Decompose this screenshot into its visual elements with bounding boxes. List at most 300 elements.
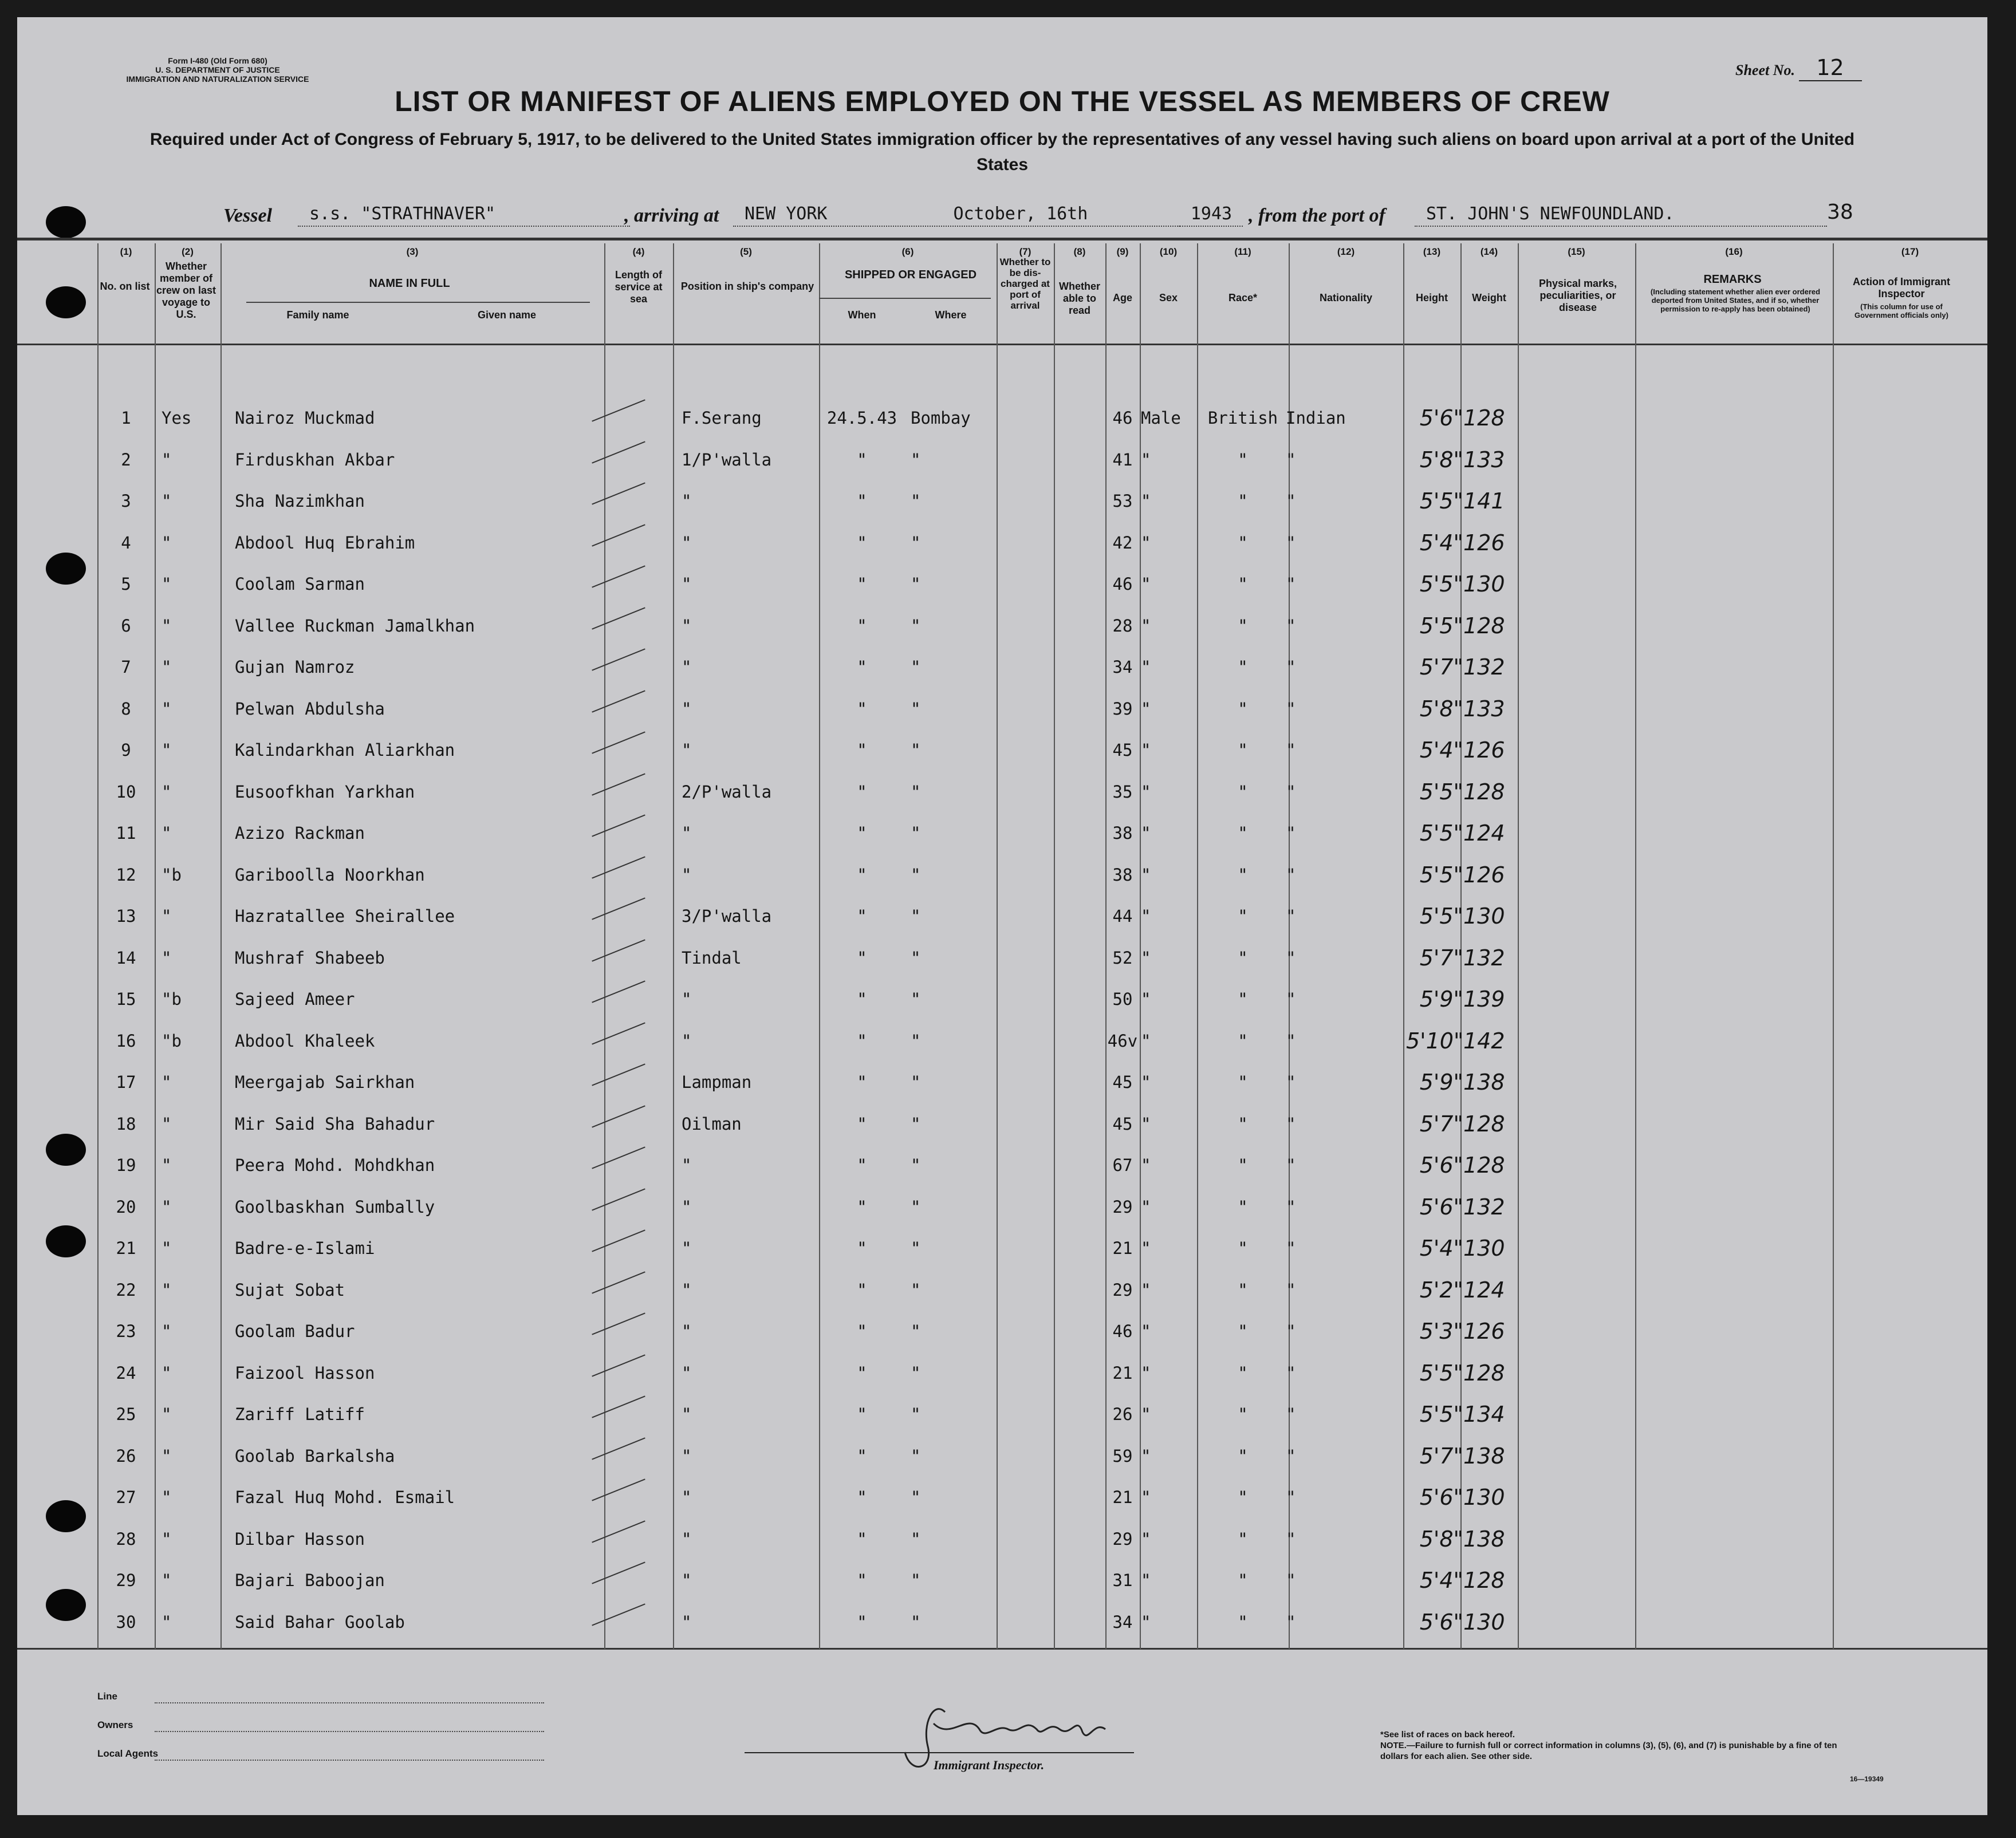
footnote-races: *See list of races on back hereof. xyxy=(1380,1730,1515,1740)
cell-no: 10 xyxy=(116,782,136,802)
cell-nat: Indian xyxy=(1286,408,1346,428)
cell-age: 31 xyxy=(1112,1571,1133,1590)
cell-no: 1 xyxy=(121,408,131,428)
header-given-name: Given name xyxy=(477,309,537,321)
header-remarks-note: (Including statement whether alien ever ordered deported from United States, and if so, whether permission to re-apply has been obtained) xyxy=(1650,287,1821,313)
cell-crew: " xyxy=(162,1529,172,1549)
cell-sex: " xyxy=(1141,1239,1151,1258)
cell-crew: " xyxy=(162,1405,172,1424)
table-row xyxy=(17,605,1987,646)
cell-wt: 128 xyxy=(1463,1360,1505,1386)
cell-nat: " xyxy=(1286,1031,1296,1051)
cell-when: " xyxy=(857,1031,867,1051)
cell-ht: 5'6" xyxy=(1419,1485,1463,1510)
cell-when: " xyxy=(857,1529,867,1549)
cell-race: " xyxy=(1238,1529,1248,1549)
cell-where: " xyxy=(911,1155,921,1175)
cell-crew: " xyxy=(162,1363,172,1383)
cell-nat: " xyxy=(1286,1114,1296,1134)
cell-where: " xyxy=(911,1612,921,1632)
cell-wt: 141 xyxy=(1463,488,1505,514)
cell-no: 12 xyxy=(116,865,136,885)
cell-when: " xyxy=(857,948,867,968)
cell-crew: " xyxy=(162,1612,172,1632)
cell-when: " xyxy=(857,657,867,677)
cell-no: 30 xyxy=(116,1612,136,1632)
table-row xyxy=(17,896,1987,937)
cell-age: 46v xyxy=(1107,1031,1138,1051)
cell-when: " xyxy=(857,740,867,760)
document-title: LIST OR MANIFEST OF ALIENS EMPLOYED ON THE VESSEL AS MEMBERS OF CREW xyxy=(395,85,1610,117)
cell-no: 14 xyxy=(116,948,136,968)
cell-race: " xyxy=(1238,1280,1248,1300)
table-row xyxy=(17,1228,1987,1269)
table-row xyxy=(17,1186,1987,1228)
cell-sex: " xyxy=(1141,574,1151,594)
table-row xyxy=(17,1560,1987,1601)
cell-name: Zariff Latiff xyxy=(235,1405,365,1424)
cell-where: " xyxy=(911,574,921,594)
cell-no: 13 xyxy=(116,906,136,926)
cell-when: " xyxy=(857,1612,867,1632)
cell-crew: " xyxy=(162,1197,172,1217)
column-number: (13) xyxy=(1423,246,1441,257)
cell-name: Gariboolla Noorkhan xyxy=(235,865,425,885)
cell-ht: 5'7" xyxy=(1419,1443,1463,1469)
cell-no: 24 xyxy=(116,1363,136,1383)
header-length: Length of service at sea xyxy=(615,269,663,305)
header-top-rule xyxy=(17,238,1987,240)
sheet-number: Sheet No. 12 xyxy=(1735,55,1862,81)
cell-race: " xyxy=(1238,1031,1248,1051)
document-subtitle: Required under Act of Congress of February 5, 1917, to be delivered to the United States immigration officer by the representatives of any vessel having such aliens on board upon arrival at a port of the United States xyxy=(149,130,1855,174)
shipped-underline xyxy=(819,298,991,299)
cell-where: " xyxy=(911,740,921,760)
cell-wt: 133 xyxy=(1463,447,1505,472)
sheet-number-value: 12 xyxy=(1799,55,1862,81)
cell-wt: 130 xyxy=(1463,1236,1505,1261)
cell-where: " xyxy=(911,699,921,719)
footer-line-blank xyxy=(155,1692,544,1703)
cell-ht: 5'7" xyxy=(1419,1111,1463,1137)
header-name: NAME IN FULL xyxy=(369,277,450,290)
cell-name: Sha Nazimkhan xyxy=(235,491,365,511)
cell-nat: " xyxy=(1286,1571,1296,1590)
column-number: (4) xyxy=(632,246,645,257)
cell-sex: " xyxy=(1141,449,1151,470)
header-no: No. on list xyxy=(100,281,150,292)
cell-age: 44 xyxy=(1112,906,1133,926)
cell-race: " xyxy=(1238,948,1248,968)
cell-ht: 5'5" xyxy=(1419,1402,1463,1427)
cell-pos: Tindal xyxy=(682,948,742,968)
table-row xyxy=(17,646,1987,688)
table-row xyxy=(17,1103,1987,1145)
cell-name: Nairoz Muckmad xyxy=(235,408,375,428)
cell-ht: 5'4" xyxy=(1419,1236,1463,1261)
cell-name: Coolam Sarman xyxy=(235,574,365,594)
cell-sex: " xyxy=(1141,1031,1151,1051)
cell-age: 46 xyxy=(1112,1322,1133,1341)
cell-crew: " xyxy=(162,616,172,636)
cell-ht: 5'4" xyxy=(1419,1568,1463,1593)
cell-wt: 128 xyxy=(1463,405,1505,431)
cell-no: 16 xyxy=(116,1031,136,1051)
cell-ht: 5'2" xyxy=(1419,1277,1463,1303)
cell-no: 25 xyxy=(116,1405,136,1424)
cell-name: Hazratallee Sheirallee xyxy=(235,906,455,926)
cell-name: Goolbaskhan Sumbally xyxy=(235,1197,435,1217)
table-row xyxy=(17,1477,1987,1518)
cell-no: 7 xyxy=(121,657,131,677)
column-number: (12) xyxy=(1337,246,1355,257)
cell-race: " xyxy=(1238,1612,1248,1632)
cell-pos: " xyxy=(682,1405,692,1424)
cell-sex: " xyxy=(1141,1405,1151,1424)
cell-age: 29 xyxy=(1112,1197,1133,1217)
cell-no: 28 xyxy=(116,1529,136,1549)
cell-wt: 130 xyxy=(1463,1609,1505,1635)
cell-race: " xyxy=(1238,1363,1248,1383)
header-height: Height xyxy=(1416,292,1448,303)
cell-when: " xyxy=(857,1197,867,1217)
cell-ht: 5'6" xyxy=(1419,1194,1463,1220)
cell-when: " xyxy=(857,1363,867,1383)
cell-sex: " xyxy=(1141,865,1151,885)
form-code: 16—19349 xyxy=(1850,1775,1884,1783)
cell-race: " xyxy=(1238,906,1248,926)
cell-no: 2 xyxy=(121,449,131,470)
cell-no: 3 xyxy=(121,491,131,511)
table-bottom-rule xyxy=(17,1648,1987,1650)
cell-wt: 132 xyxy=(1463,654,1505,680)
header-read: Whether able to read xyxy=(1059,281,1100,316)
cell-age: 67 xyxy=(1112,1155,1133,1175)
cell-no: 29 xyxy=(116,1571,136,1590)
header-where: Where xyxy=(935,309,967,321)
cell-pos: " xyxy=(682,1363,692,1383)
cell-nat: " xyxy=(1286,1529,1296,1549)
cell-where: " xyxy=(911,1031,921,1051)
cell-nat: " xyxy=(1286,1612,1296,1632)
table-row xyxy=(17,1352,1987,1394)
cell-when: " xyxy=(857,1114,867,1134)
cell-where: " xyxy=(911,1280,921,1300)
cell-pos: " xyxy=(682,1031,692,1051)
cell-no: 11 xyxy=(116,823,136,843)
cell-ht: 5'8" xyxy=(1419,696,1463,721)
cell-when: " xyxy=(857,699,867,719)
cell-nat: " xyxy=(1286,616,1296,636)
header-crew: Whether member of crew on last voyage to U.S. xyxy=(156,261,216,320)
cell-race: " xyxy=(1238,574,1248,594)
table-row xyxy=(17,854,1987,896)
cell-when: " xyxy=(857,616,867,636)
cell-name: Abdool Huq Ebrahim xyxy=(235,533,415,553)
column-number: (16) xyxy=(1725,246,1743,257)
cell-wt: 138 xyxy=(1463,1443,1505,1469)
column-number: (14) xyxy=(1480,246,1498,257)
cell-pos: " xyxy=(682,740,692,760)
cell-pos: Lampman xyxy=(682,1072,752,1092)
cell-ht: 5'3" xyxy=(1419,1319,1463,1344)
cell-race: " xyxy=(1238,657,1248,677)
cell-wt: 128 xyxy=(1463,1111,1505,1137)
cell-where: " xyxy=(911,1072,921,1092)
table-row xyxy=(17,1020,1987,1062)
cell-nat: " xyxy=(1286,1488,1296,1507)
cell-crew: " xyxy=(162,740,172,760)
footer-agents-blank xyxy=(155,1749,544,1761)
cell-ht: 5'5" xyxy=(1419,571,1463,597)
cell-nat: " xyxy=(1286,1197,1296,1217)
cell-pos: " xyxy=(682,657,692,677)
cell-nat: " xyxy=(1286,1239,1296,1258)
cell-pos: " xyxy=(682,823,692,843)
cell-when: " xyxy=(857,906,867,926)
cell-crew: " xyxy=(162,1072,172,1092)
cell-sex: " xyxy=(1141,1197,1151,1217)
cell-where: " xyxy=(911,1322,921,1341)
cell-age: 45 xyxy=(1112,1072,1133,1092)
cell-no: 22 xyxy=(116,1280,136,1300)
cell-when: " xyxy=(857,823,867,843)
column-number: (11) xyxy=(1234,246,1251,257)
cell-race: " xyxy=(1238,1072,1248,1092)
cell-pos: " xyxy=(682,1529,692,1549)
cell-sex: " xyxy=(1141,1322,1151,1341)
cell-crew: " xyxy=(162,1571,172,1590)
cell-where: " xyxy=(911,1239,921,1258)
header-action: Action of Immigrant Inspector xyxy=(1853,276,1950,299)
table-row xyxy=(17,771,1987,812)
arrival-port: NEW YORK October, 16th xyxy=(733,203,1180,227)
cell-wt: 132 xyxy=(1463,1194,1505,1220)
cell-name: Firduskhan Akbar xyxy=(235,449,395,470)
table-row xyxy=(17,1269,1987,1311)
cell-age: 46 xyxy=(1112,574,1133,594)
cell-race: " xyxy=(1238,491,1248,511)
cell-race: " xyxy=(1238,616,1248,636)
table-row xyxy=(17,1435,1987,1477)
cell-when: " xyxy=(857,1405,867,1424)
table-row xyxy=(17,1311,1987,1352)
cell-crew: " xyxy=(162,657,172,677)
cell-wt: 128 xyxy=(1463,613,1505,638)
cell-pos: " xyxy=(682,1239,692,1258)
cell-age: 45 xyxy=(1112,1114,1133,1134)
cell-wt: 130 xyxy=(1463,904,1505,929)
header-physical-marks: Physical marks, peculiarities, or disease xyxy=(1538,278,1617,313)
arriving-label: , arriving at xyxy=(624,205,719,226)
cell-name: Faizool Hasson xyxy=(235,1363,375,1383)
cell-pos: " xyxy=(682,1488,692,1507)
cell-where: " xyxy=(911,865,921,885)
cell-name: Goolab Barkalsha xyxy=(235,1446,395,1466)
header-sex: Sex xyxy=(1159,292,1178,303)
cell-name: Vallee Ruckman Jamalkhan xyxy=(235,616,475,636)
cell-nat: " xyxy=(1286,782,1296,802)
cell-nat: " xyxy=(1286,1363,1296,1383)
cell-pos: 3/P'walla xyxy=(682,906,772,926)
table-row xyxy=(17,1518,1987,1560)
cell-age: 41 xyxy=(1112,449,1133,470)
cell-sex: " xyxy=(1141,1529,1151,1549)
cell-no: 5 xyxy=(121,574,131,594)
name-underline xyxy=(246,302,590,303)
cell-when: " xyxy=(857,1488,867,1507)
cell-sex: " xyxy=(1141,823,1151,843)
cell-age: 42 xyxy=(1112,533,1133,553)
cell-where: " xyxy=(911,782,921,802)
cell-crew: " xyxy=(162,1488,172,1507)
cell-ht: 5'8" xyxy=(1419,1526,1463,1552)
signature-line xyxy=(745,1752,1134,1753)
header-bottom-rule xyxy=(17,344,1987,345)
cell-nat: " xyxy=(1286,865,1296,885)
cell-pos: " xyxy=(682,574,692,594)
cell-ht: 5'5" xyxy=(1419,821,1463,846)
cell-wt: 142 xyxy=(1463,1028,1505,1054)
cell-crew: " xyxy=(162,533,172,553)
cell-where: " xyxy=(911,1363,921,1383)
table-row xyxy=(17,480,1987,522)
cell-crew: Yes xyxy=(162,408,192,428)
header-remarks: REMARKS xyxy=(1703,273,1762,286)
cell-sex: " xyxy=(1141,491,1151,511)
table-row xyxy=(17,979,1987,1020)
cell-no: 20 xyxy=(116,1197,136,1217)
cell-nat: " xyxy=(1286,989,1296,1009)
column-number: (8) xyxy=(1073,246,1086,257)
cell-crew: " xyxy=(162,1322,172,1341)
cell-nat: " xyxy=(1286,1405,1296,1424)
cell-when: " xyxy=(857,1571,867,1590)
cell-sex: " xyxy=(1141,1114,1151,1134)
cell-when: " xyxy=(857,1155,867,1175)
cell-when: " xyxy=(857,1446,867,1466)
cell-name: Mushraf Shabeeb xyxy=(235,948,385,968)
cell-age: 35 xyxy=(1112,782,1133,802)
cell-nat: " xyxy=(1286,948,1296,968)
cell-sex: " xyxy=(1141,1155,1151,1175)
cell-age: 34 xyxy=(1112,657,1133,677)
cell-where: " xyxy=(911,449,921,470)
cell-wt: 126 xyxy=(1463,1319,1505,1344)
cell-sex: " xyxy=(1141,1488,1151,1507)
cell-pos: Oilman xyxy=(682,1114,742,1134)
cell-where: " xyxy=(911,657,921,677)
cell-age: 28 xyxy=(1112,616,1133,636)
cell-no: 27 xyxy=(116,1488,136,1507)
cell-age: 53 xyxy=(1112,491,1133,511)
cell-age: 45 xyxy=(1112,740,1133,760)
cell-pos: " xyxy=(682,1446,692,1466)
cell-race: " xyxy=(1238,1239,1248,1258)
cell-sex: " xyxy=(1141,616,1151,636)
cell-race: " xyxy=(1238,1446,1248,1466)
cell-crew: " xyxy=(162,699,172,719)
cell-pos: 2/P'walla xyxy=(682,782,772,802)
cell-pos: " xyxy=(682,616,692,636)
cell-no: 18 xyxy=(116,1114,136,1134)
cell-race: " xyxy=(1238,989,1248,1009)
cell-wt: 138 xyxy=(1463,1070,1505,1095)
cell-sex: " xyxy=(1141,1072,1151,1092)
cell-where: " xyxy=(911,1405,921,1424)
cell-name: Badre-e-Islami xyxy=(235,1239,375,1258)
cell-where: " xyxy=(911,491,921,511)
cell-name: Bajari Baboojan xyxy=(235,1571,385,1590)
column-number: (6) xyxy=(901,246,914,257)
column-number: (15) xyxy=(1568,246,1585,257)
cell-ht: 5'5" xyxy=(1419,613,1463,638)
cell-race: " xyxy=(1238,699,1248,719)
cell-wt: 128 xyxy=(1463,779,1505,804)
cell-when: " xyxy=(857,574,867,594)
header-age: Age xyxy=(1112,292,1132,303)
cell-ht: 5'7" xyxy=(1419,945,1463,971)
cell-crew: " xyxy=(162,1280,172,1300)
cell-ht: 5'9" xyxy=(1419,1070,1463,1095)
cell-name: Abdool Khaleek xyxy=(235,1031,375,1051)
cell-name: Gujan Namroz xyxy=(235,657,355,677)
cell-age: 50 xyxy=(1112,989,1133,1009)
table-row xyxy=(17,812,1987,854)
cell-crew: " xyxy=(162,782,172,802)
cell-race: " xyxy=(1238,740,1248,760)
cell-pos: " xyxy=(682,1280,692,1300)
cell-ht: 5'5" xyxy=(1419,488,1463,514)
cell-age: 46 xyxy=(1112,408,1133,428)
cell-wt: 132 xyxy=(1463,945,1505,971)
column-number: (1) xyxy=(120,246,132,257)
table-row xyxy=(17,1062,1987,1103)
cell-nat: " xyxy=(1286,1072,1296,1092)
header-shipped: SHIPPED OR ENGAGED xyxy=(844,269,977,281)
table-row xyxy=(17,439,1987,480)
cell-wt: 126 xyxy=(1463,530,1505,555)
cell-age: 29 xyxy=(1112,1529,1133,1549)
cell-race: " xyxy=(1238,823,1248,843)
cell-where: " xyxy=(911,1114,921,1134)
cell-name: Said Bahar Goolab xyxy=(235,1612,405,1632)
cell-race: " xyxy=(1238,1571,1248,1590)
cell-ht: 5'8" xyxy=(1419,447,1463,472)
cell-name: Kalindarkhan Aliarkhan xyxy=(235,740,455,760)
cell-wt: 128 xyxy=(1463,1568,1505,1593)
cell-crew: " xyxy=(162,948,172,968)
cell-where: " xyxy=(911,823,921,843)
footnote xyxy=(1380,1729,1850,1762)
from-port-label: , from the port of xyxy=(1249,205,1385,226)
cell-name: Eusoofkhan Yarkhan xyxy=(235,782,415,802)
voyage-line xyxy=(17,199,1987,234)
cell-pos: " xyxy=(682,1155,692,1175)
cell-nat: " xyxy=(1286,1155,1296,1175)
page-mark: 38 xyxy=(1827,200,1853,224)
cell-sex: " xyxy=(1141,1280,1151,1300)
table-row xyxy=(17,1394,1987,1435)
cell-ht: 5'4" xyxy=(1419,737,1463,763)
cell-wt: 124 xyxy=(1463,1277,1505,1303)
cell-pos: " xyxy=(682,1322,692,1341)
cell-sex: " xyxy=(1141,948,1151,968)
cell-ht: 5'4" xyxy=(1419,530,1463,555)
column-number: (5) xyxy=(740,246,752,257)
manifest-sheet xyxy=(17,17,1987,1815)
vessel-name: s.s. "STRATHNAVER" xyxy=(298,203,630,227)
